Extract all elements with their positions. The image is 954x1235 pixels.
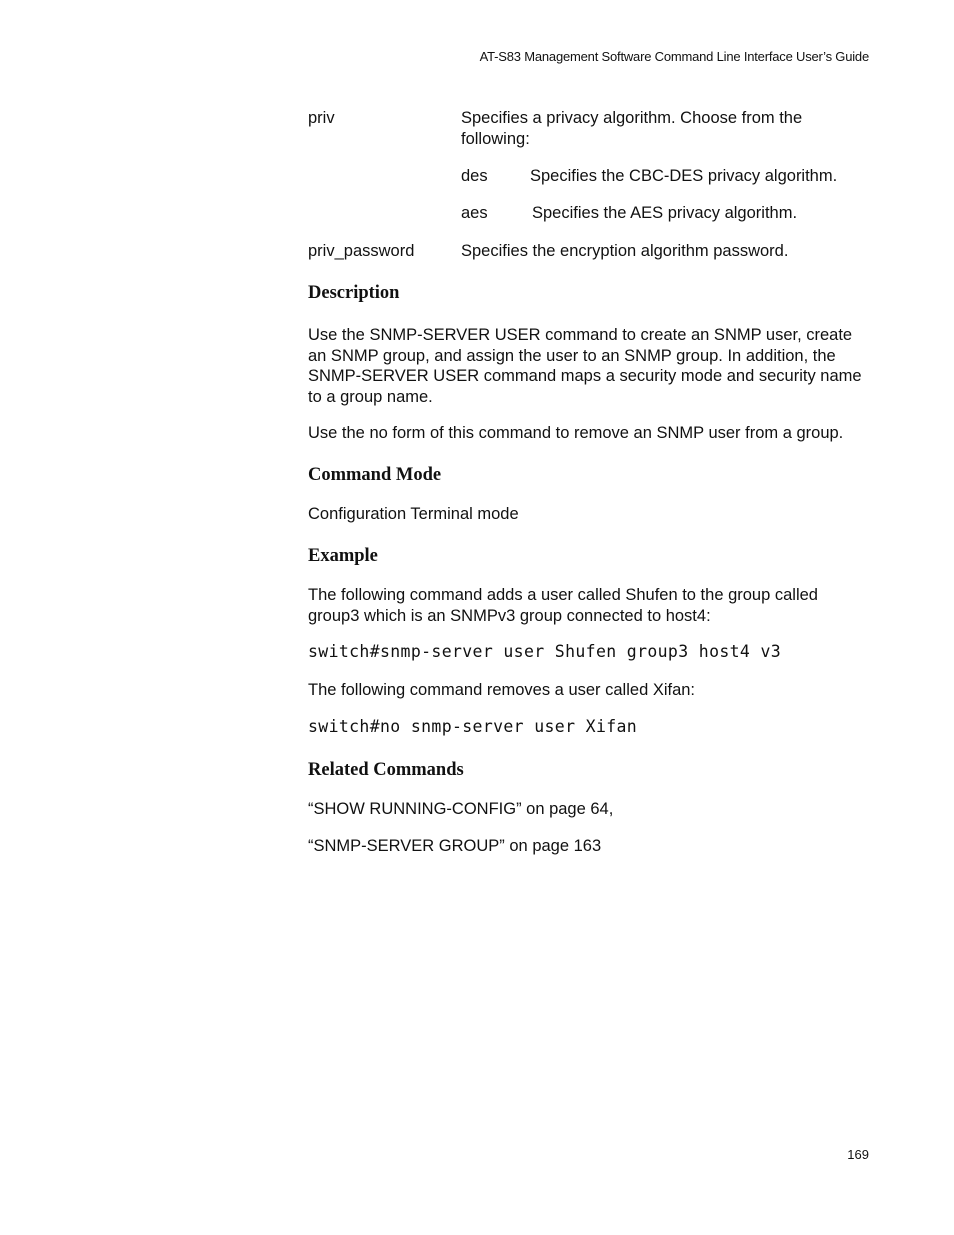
- option-name: aes: [461, 204, 488, 222]
- option-description: Specifies the CBC-DES privacy algorithm.: [530, 167, 838, 185]
- command-mode-text: Configuration Terminal mode: [308, 505, 519, 523]
- description-paragraph: Use the SNMP-SERVER USER command to create an SNMP user, create an SNMP group, and assign the user to an SNMP group. In addition, the SNMP-SERVER USER command maps a security mode and security name to a group name.: [308, 326, 862, 406]
- parameter-name: priv: [308, 109, 335, 127]
- example-intro: The following command removes a user called Xifan:: [308, 681, 696, 699]
- page-number: 169: [847, 1147, 869, 1162]
- related-command-link[interactable]: “SHOW RUNNING-CONFIG” on page 64,: [308, 800, 614, 818]
- section-heading-description: Description: [308, 283, 400, 303]
- parameter-description: Specifies the encryption algorithm password.: [461, 242, 789, 260]
- example-code: switch#snmp-server user Shufen group3 host4 v3: [308, 642, 782, 661]
- example-code: switch#no snmp-server user Xifan: [308, 717, 638, 736]
- section-heading-example: Example: [308, 546, 378, 566]
- related-command-link[interactable]: “SNMP-SERVER GROUP” on page 163: [308, 837, 602, 855]
- section-heading-command-mode: Command Mode: [308, 465, 442, 485]
- description-paragraph: Use the no form of this command to remove an SNMP user from a group.: [308, 424, 844, 442]
- example-intro: The following command adds a user called Shufen to the group called group3 which is an SNMPv3 group connected to host4:: [308, 586, 818, 625]
- parameter-name: priv_password: [308, 242, 415, 260]
- option-description: Specifies the AES privacy algorithm.: [532, 204, 798, 222]
- running-header: AT-S83 Management Software Command Line Interface User’s Guide: [479, 49, 869, 64]
- section-heading-related-commands: Related Commands: [308, 760, 464, 780]
- option-name: des: [461, 167, 488, 185]
- parameter-description: Specifies a privacy algorithm. Choose from the following:: [461, 109, 803, 148]
